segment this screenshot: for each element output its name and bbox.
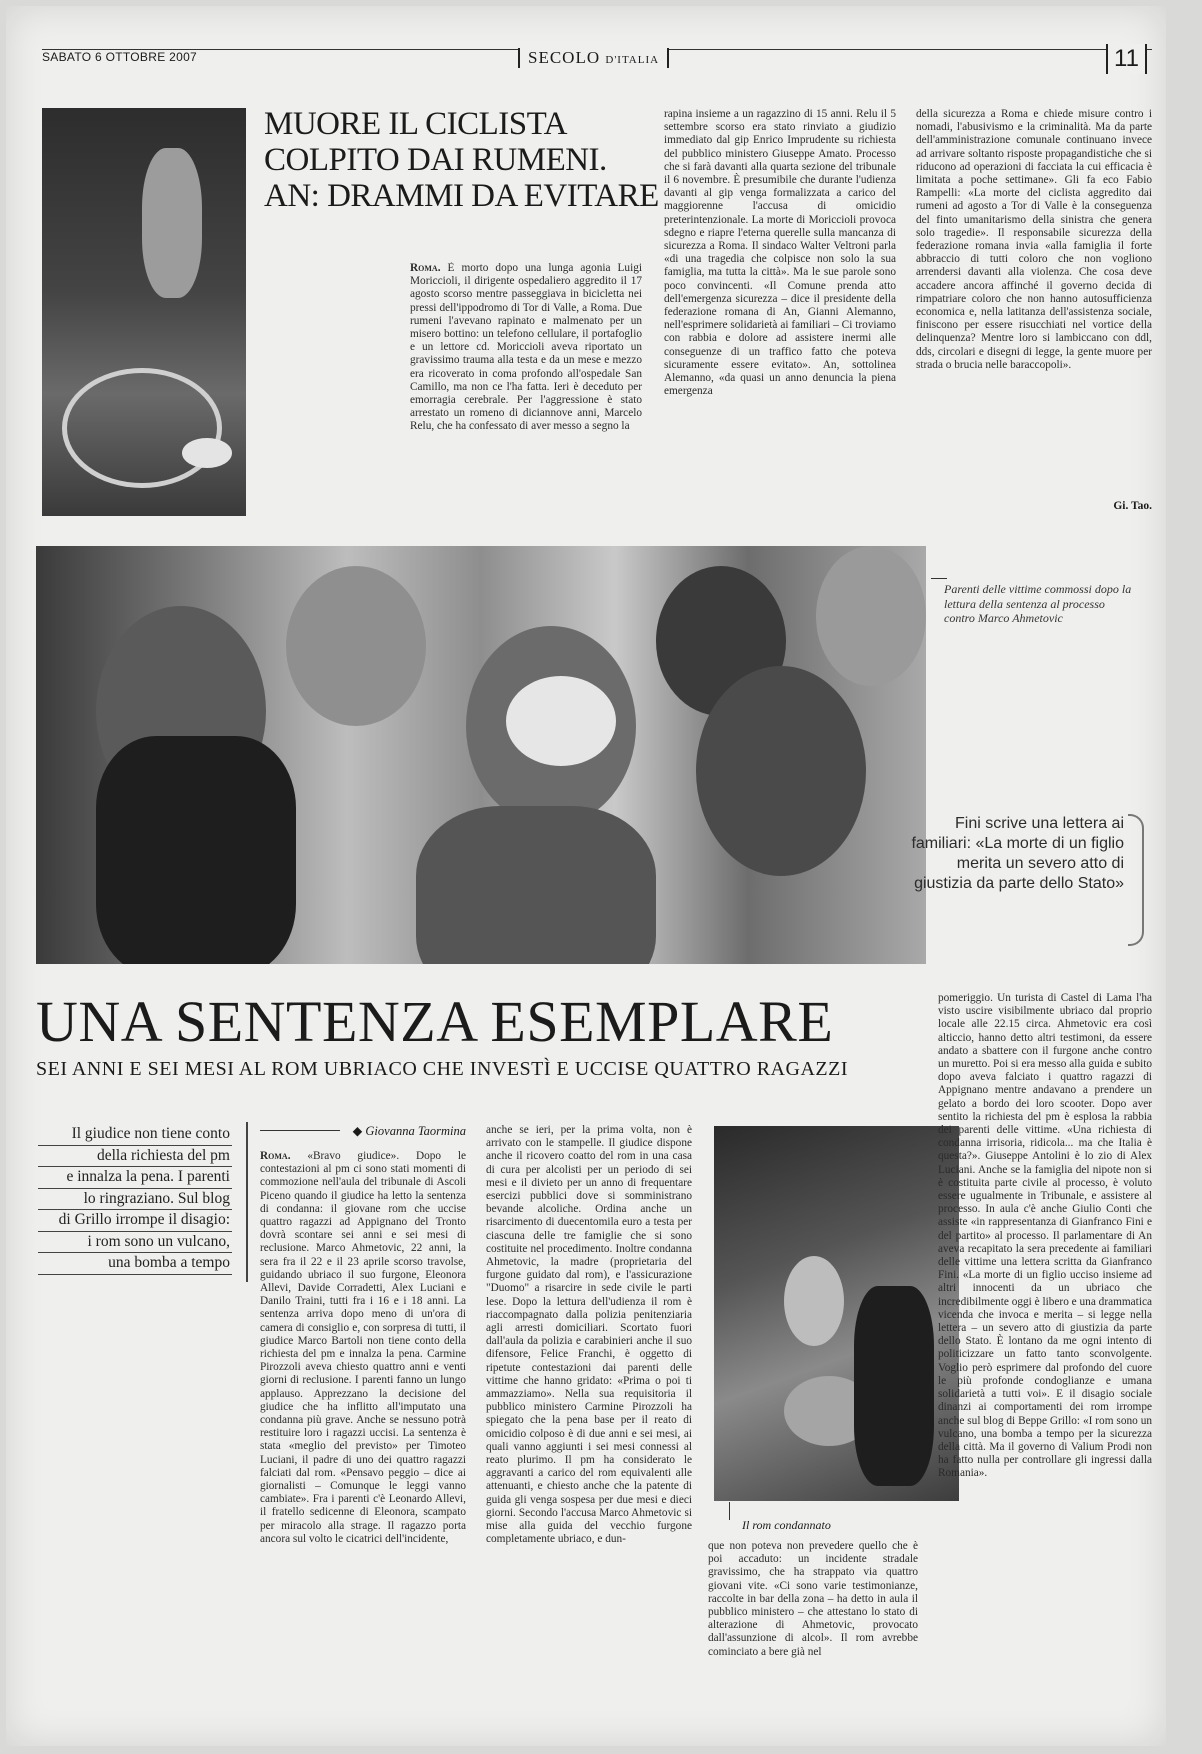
summary-line: lo ringraziano. Sul blog	[38, 1189, 232, 1211]
summary-line: una bomba a tempo	[38, 1253, 232, 1275]
article2-column-3	[708, 1540, 918, 1742]
headline-line: COLPITO DAI RUMENI.	[264, 142, 607, 178]
convicted-rom-photo	[714, 1126, 959, 1501]
summary-line: della richiesta del pm	[38, 1146, 232, 1168]
article2-column-2	[486, 1124, 692, 1742]
article1-signature: Gi. Tao.	[1113, 500, 1152, 512]
article1-headline	[264, 106, 659, 214]
paper-name: SECOLO	[528, 48, 601, 67]
article2-text: «Bravo giudice». Dopo le contestazioni al pm ci sono stati momenti di commozione nell'aula del tribunale di Ascoli Piceno quando il giudice ha letto la sentenza di condanna: il giovane rom che uccise quattro ragazzi ad Appignano del Tronto dovrà scontare sei anni e sei mesi di reclusione. Marco Ahmetovic, 22 anni, la sera fra il 22 e il 23 aprile scorso travolse, guidando ubriaco il suo furgone, Eleonora Allevi, Davide Corradetti, Alex Luciani e Danilo Traini, tutti fra i 16 e i 18 anni. La sentenza arriva dopo meno di un'ora di camera di consiglio e, con sorpresa di tutti, il giudice Marco Bartoli non tiene conto della richiesta del pm e innalza la pena. Carmine Pirozzoli aveva chiesto quattro anni e venti giorni di reclusione. I parenti fanno un lungo applauso. Apprezzano la decisione del giudice che ha inflitto all'imputato una condanna più grave. Anche se nessuno potrà restituire loro i ragazzi uccisi. La sentenza è stata «meglio del previsto» per Timoteo Luciani, il padre di uno dei quattro ragazzi falciati dal rom. «Pensavo peggio – dice ai giornalisti – Comunque le leggi vanno cambiate». Fra i parenti c'è Leonardo Allevi, il fratello sedicenne di Eleonora, scampato per miracolo alla strage. Il ragazzo porta ancora sul volto le cicatrici dell'incidente,	[260, 1150, 466, 1545]
article2-column-4	[938, 992, 1152, 1742]
pull-quote: Fini scrive una lettera ai familiari: «La morte di un figlio merita un severo atto di giustizia da parte dello Stato»	[911, 815, 1124, 892]
page-number: 11	[1106, 44, 1147, 74]
headline-line: AN: DRAMMI DA EVITARE	[264, 178, 659, 214]
article2-text: que non poteva non prevedere quello che è poi accaduto: un incidente stradale gravissimo, che ha strappato via quattro giovani vite. «Ci sono varie testimonianze, raccolte in bar della zona – ha detto in aula il pubblico ministero – che attestano lo stato di alterazione di Ahmetovic, provocato dall'assunzione di alcol». Il rom avrebbe cominciato a bere già nel	[708, 1540, 918, 1658]
photo-caption: Il rom condannato	[742, 1518, 831, 1532]
summary-box	[38, 1124, 232, 1275]
article1-text: rapina insieme a un ragazzino di 15 anni. Relu il 5 settembre scorso era stato rinviato a giudizio immediato dal gip Enrico Imprudente su richiesta del pubblico ministero Giuseppe Amato. Processo che si farà davanti alla quarta sezione del tribunale il 6 novembre. È presumibile che durante l'udienza davanti al gip venga formalizzata a carico del maggiorenne l'accusa di omicidio preterintenzionale. La morte di Moriccioli provoca sdegno e riapre l'eterna querelle sulla mancanza di sicurezza a Roma. Il sindaco Walter Veltroni parla «di una tragedia che colpisce non solo la sua famiglia, ma tutta la città». Ma le sue parole sono poco convincenti. «Il Comune prenda atto dell'emergenza sicurezza – dice il presidente della federazione romana di An, Gianni Alemanno, nell'esprimere solidarietà ai familiari – Ci troviamo con rabbia e dolore ad assistere inermi alle conseguenze di un traffico fatto che poteva sicuramente essere evitato». An, sottolinea Alemanno, «da quasi un anno denuncia la piena emergenza	[664, 108, 896, 398]
summary-rule	[238, 1122, 248, 1282]
article1-column-2	[664, 108, 896, 516]
article1-column-1	[410, 262, 642, 516]
headline-line: MUORE IL CICLISTA	[264, 106, 567, 142]
article1-text: della sicurezza a Roma e chiede misure contro i nomadi, l'abusivismo e la criminalità. Ma da parte dell'amministrazione comunale continuano invece ad arrivare soltanto risposte propagandistiche che si riducono ad operazioni di facciata la cui efficacia è limitata a poche settimane». Gli fa eco Fabio Rampelli: «La morte del ciclista aggredito dai rumeni ad agosto a Tor di Valle è la conseguenza del finto umanitarismo della sinistra che genera solo tragedie». Il responsabile sicurezza della federazione romana invia «alla famiglia il forte abbraccio di tutti coloro che non vogliono arrendersi davanti alla violenza. Che cosa deve accadere ancora affinché il governo decida di rimpatriare coloro che non hanno autosufficienza economica e, nella latitanza dell'assistenza sociale, finiscono per essere risucchiati nel vortice della delinquenza? Mentre loro si lambiccano con ddl, dds, circolari e disegni di legge, la gente muore per strada o brucia nelle baraccopoli».	[916, 108, 1152, 371]
photo-caption: Parenti delle vittime commossi dopo la lettura della sentenza al processo contro Marco Ahmetovic	[944, 582, 1132, 625]
article2-subheadline: SEI ANNI E SEI MESI AL ROM UBRIACO CHE INVESTÌ E UCCISE QUATTRO RAGAZZI	[36, 1058, 848, 1080]
summary-line: di Grillo irrompe il disagio:	[38, 1210, 232, 1232]
dateline: Roma.	[410, 262, 441, 274]
caption-rule	[931, 578, 947, 579]
byline-author: Giovanna Taormina	[365, 1124, 466, 1138]
article2-column-1	[260, 1150, 466, 1742]
summary-line: Il giudice non tiene conto	[38, 1124, 232, 1146]
summary-line: i rom sono un vulcano,	[38, 1232, 232, 1254]
article1-column-3	[916, 108, 1152, 502]
issue-date: SABATO 6 OTTOBRE 2007	[42, 50, 198, 64]
byline: ◆ Giovanna Taormina	[352, 1124, 466, 1138]
paper-suffix: D'ITALIA	[605, 54, 660, 66]
cyclist-scene-photo	[42, 108, 246, 516]
relatives-photo	[36, 546, 926, 964]
article2-text: anche se ieri, per la prima volta, non è arrivato con le stampelle. Il giudice dispone anche il ricovero coatto del rom in una casa di cura per alcolisti per un periodo di sei mesi e il divieto per un anno di frequentare esercizi pubblici dove si somministrano bevande alcoliche. Ordina anche un risarcimento di duecentomila euro a testa per ciascuna delle tre famiglie che si sono costituite nel procedimento. Inoltre condanna Ahmetovic, la madre (proprietaria del furgone guidato dal rom), e l'assicurazione "Duomo" a risarcire in sede civile le parti lese. Dopo la lettura dell'udienza il rom è riaccompagnato dalla polizia penitenziaria agli arresti domiciliari. Scortato fuori dall'aula da polizia e carabinieri anche il suo difensore, Felice Franchi, è oggetto di ripetute contestazioni dai parenti delle vittime che hanno gridato: «Prima o poi ti ammazziamo». Nella sua requisitoria il pubblico ministero Carmine Pirozzoli ha spiegato che la pena base per il reato di omicidio colposo è di due anni e sei mesi, ai quali vanno aggiunti i sei mesi connessi al reato plurimo. Il pm ha considerato le aggravanti a carico del rom equivalenti alle attenuanti, e chiesto anche che la patente di guida gli venga sospesa per due mesi e dieci giorni. Secondo l'accusa Marco Ahmetovic si mise alla guida del vecchio furgone completamente ubriaco, e dun-	[486, 1124, 692, 1546]
pull-quote-brace	[1128, 814, 1144, 946]
newspaper-page	[6, 6, 1166, 1746]
caption-rule	[729, 1502, 730, 1520]
article2-headline: UNA SENTENZA ESEMPLARE	[36, 989, 834, 1054]
summary-line: e innalza la pena. I parenti	[38, 1167, 232, 1189]
article2-text: pomeriggio. Un turista di Castel di Lama l'ha visto uscire visibilmente ubriaco dal proprio locale alle 22.15 circa. Ahmetovic era così alticcio, hanno detto altri testimoni, da essere andato a sbattere con il furgone anche contro un muretto. Poi si era messo alla guida e subito dopo aveva falciato i quattro ragazzi di Appignano mentre andavano a prendere un gelato a bordo dei loro scooter. Dopo aver sentito la richiesta del pm è esplosa la rabbia dei parenti delle vittime. «Una richiesta di condanna irrisoria, ridicola... ma che Italia è questa?». Giuseppe Antolini è lo zio di Alex Luciani. Anche se la famiglia del nipote non si è costituita parte civile al processo, è voluto essere ugualmente in Tribunale, e assistere al processo. In aula c'è anche Giulio Conti che assiste «in rappresentanza di Gianfranco Fini e del partito» al processo. Il parlamentare di An aveva recapitato la sera precedente ai familiari delle vittime una lettera scritta da Gianfranco Fini. «La morte di un figlio ucciso insieme ad altri innocenti da un ubriaco che incredibilmente oggi è libero e una drammatica vicenda che invoca e merita – si legge nella lettera – un severo atto di giustizia da parte dello Stato. È lontano da me ogni intento di politicizzare un fatto tanto sconvolgente. Voglio però esprimere dal profondo del cuore le più profonde condoglianze e umana solidarietà a tutti voi». E il disagio sociale dinanzi ai comportamenti dei rom irrompe anche sul blog di Beppe Grillo: «I rom sono un vulcano, una bomba a tempo per la sicurezza della città. Ma il governo di Valium Prodi non ha fatto nulla per controllare gli ingressi dalla Romania».	[938, 992, 1152, 1480]
masthead	[518, 48, 669, 68]
dateline: Roma.	[260, 1150, 291, 1162]
article1-text: È morto dopo una lunga agonia Luigi Moriccioli, il dirigente ospedaliero aggredito il 17 agosto scorso mentre passeggiava in bicicletta nei pressi dell'ippodromo di Tor di Valle, a Roma. Due rumeni l'avevano rapinato e malmenato per un misero bottino: un telefono cellulare, il portafoglio e un lettore cd. Moriccioli aveva riportato un gravissimo trauma alla testa e da un mese e mezzo era ricoverato in coma profondo all'ospedale San Camillo, ma non ce l'ha fatta. Ieri è deceduto per emorragia cerebrale. Per l'aggressione è stato arrestato un romeno di diciannove anni, Marcelo Relu, che ha confessato di aver messo a segno la	[410, 262, 642, 433]
